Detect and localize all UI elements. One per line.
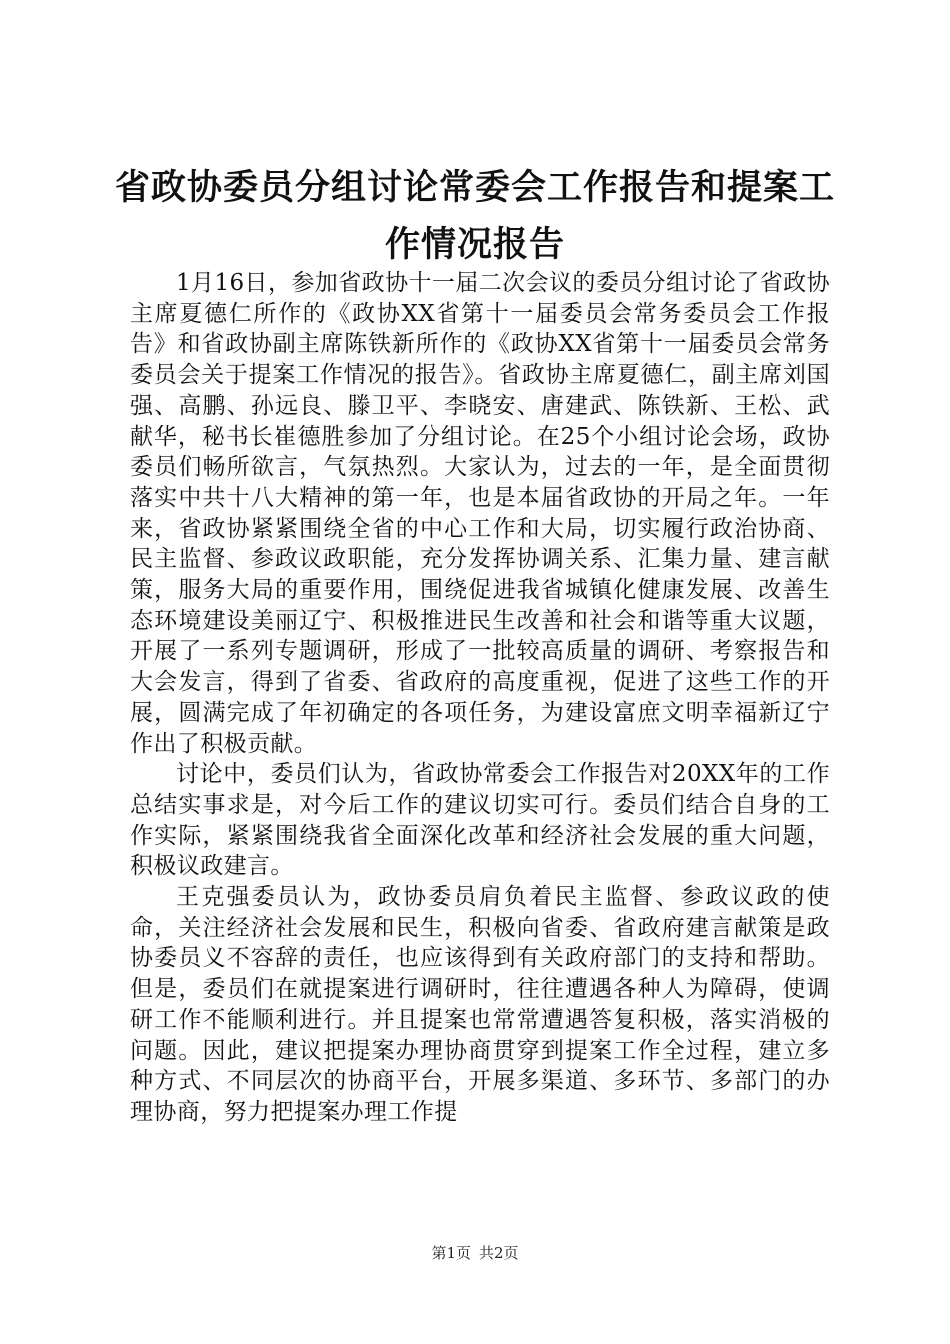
page-number-current: 第1页	[431, 1244, 471, 1262]
page-number-total: 共2页	[479, 1244, 519, 1262]
document-body	[130, 268, 830, 1128]
paragraph-1: 1月16日，参加省政协十一届二次会议的委员分组讨论了省政协主席夏德仁所作的《政协XX省第十一届委员会常务委员会工作报告》和省政协副主席陈铁新所作的《政协XX省第十一届委员会常务委员会关于提案工作情况的报告》。省政协主席夏德仁，副主席刘国强、高鹏、孙远良、滕卫平、李晓安、唐建武、陈铁新、王松、武献华，秘书长崔德胜参加了分组讨论。在25个小组讨论会场，政协委员们畅所欲言，气氛热烈。大家认为，过去的一年，是全面贯彻落实中共十八大精神的第一年，也是本届省政协的开局之年。一年来，省政协紧紧围绕全省的中心工作和大局，切实履行政治协商、民主监督、参政议政职能，充分发挥协调关系、汇集力量、建言献策，服务大局的重要作用，围绕促进我省城镇化健康发展、改善生态环境建设美丽辽宁、积极推进民生改善和社会和谐等重大议题，开展了一系列专题调研，形成了一批较高质量的调研、考察报告和大会发言，得到了省委、省政府的高度重视，促进了这些工作的开展，圆满完成了年初确定的各项任务，为建设富庶文明幸福新辽宁作出了积极贡献。	[130, 270, 830, 757]
paragraph-2: 讨论中，委员们认为，省政协常委会工作报告对20XX年的工作总结实事求是，对今后工作的建议切实可行。委员们结合自身的工作实际，紧紧围绕我省全面深化改革和经济社会发展的重大问题，积极议政建言。	[130, 761, 830, 880]
page-footer	[0, 1243, 950, 1263]
paragraph-3: 王克强委员认为，政协委员肩负着民主监督、参政议政的使命，关注经济社会发展和民生，积极向省委、省政府建言献策是政协委员义不容辞的责任，也应该得到有关政府部门的支持和帮助。但是，委员们在就提案进行调研时，往往遭遇各种人为障碍，使调研工作不能顺利进行。并且提案也常常遭遇答复积极，落实消极的问题。因此，建议把提案办理协商贯穿到提案工作全过程，建立多种方式、不同层次的协商平台，开展多渠道、多环节、多部门的办理协商，努力把提案办理工作提	[130, 884, 830, 1125]
document-title: 省政协委员分组讨论常委会工作报告和提案工作情况报告	[114, 168, 835, 265]
